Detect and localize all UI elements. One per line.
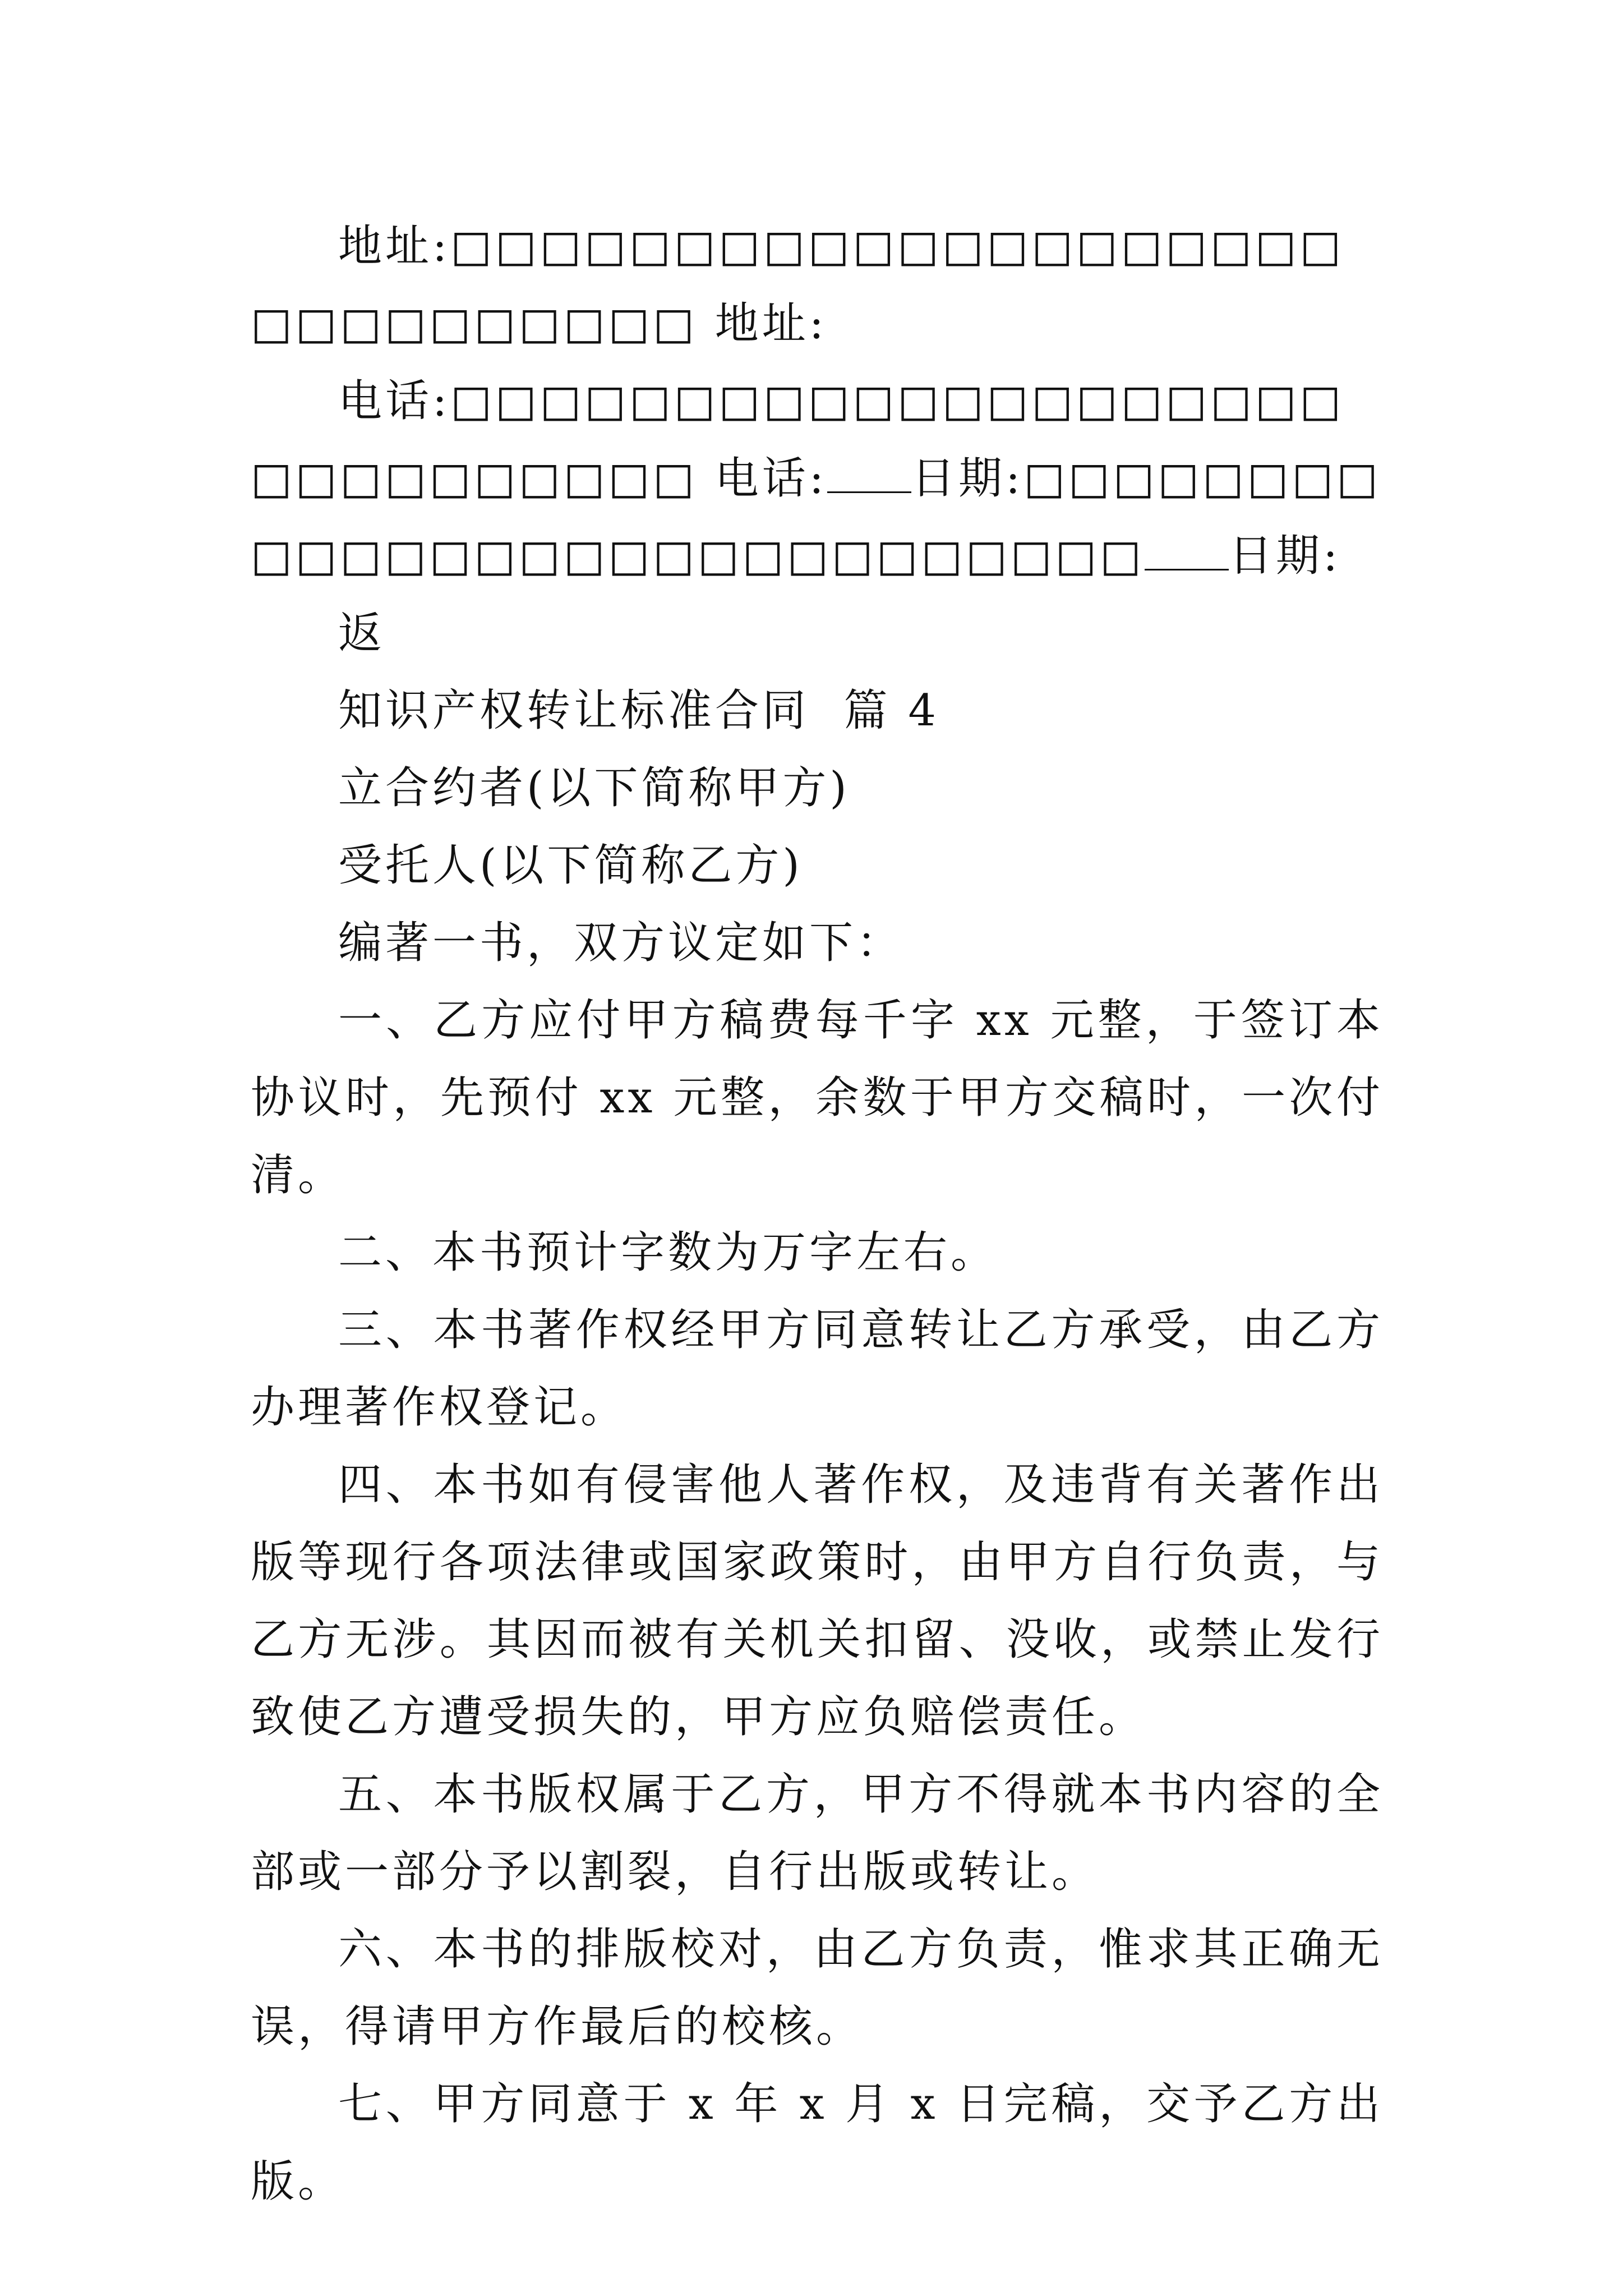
intro-paragraph: 编著一书，双方议定如下：	[338, 918, 904, 968]
clause-6: 六、本书的排版校对，由乙方负责，惟求其正确无误，得请甲方作最后的校核。	[251, 1924, 1384, 2052]
clause-5: 五、本书版权属于乙方，甲方不得就本书内容的全部或一部分予以割裂，自行出版或转让。	[251, 1769, 1384, 1897]
fragment-text: 返	[338, 608, 386, 659]
date-label-1: 日期:	[911, 453, 1024, 504]
clause-1: 一、乙方应付甲方稿费每千字 xx 元整，于签订本协议时，先预付 xx 元整，余数于甲方交稿时，一次付清。	[251, 995, 1384, 1200]
clause-3: 三、本书著作权经甲方同意转让乙方承受，由乙方办理著作权登记。	[251, 1305, 1384, 1433]
section-title: 知识产权转让标准合同 篇 4	[338, 685, 940, 736]
contract-body	[251, 208, 1384, 2220]
date-boxes: □□□□□□□□□□□□□□□□□□□□□□□□□□□□	[251, 453, 1381, 581]
phone-line-text: 电话:□□□□□□□□□□□□□□□□□□□□□□□□□□□□□□ 电话:	[251, 376, 1345, 504]
party-b: 受托人(以下简称乙方)	[338, 840, 803, 891]
party-a: 立合约者(以下简称甲方)	[338, 763, 850, 813]
phone-date-line	[251, 362, 1384, 595]
clause-7: 七、甲方同意于 x 年 x 月 x 日完稿，交予乙方出版。	[251, 2079, 1384, 2207]
date-label-2: 日期:	[1228, 531, 1341, 581]
phone-blank	[827, 452, 911, 493]
address-line: 地址:□□□□□□□□□□□□□□□□□□□□□□□□□□□□□□ 地址:	[251, 221, 1345, 349]
clause-2: 二、本书预计字数为万字左右。	[338, 1227, 998, 1278]
date-blank	[1145, 530, 1229, 570]
clause-4: 四、本书如有侵害他人著作权，及违背有关著作出版等现行各项法律或国家政策时，由甲方自行负责，与乙方无涉。其因而被有关机关扣留、没收，或禁止发行致使乙方遭受损失的，甲方应负赔偿责任。	[251, 1460, 1384, 1742]
